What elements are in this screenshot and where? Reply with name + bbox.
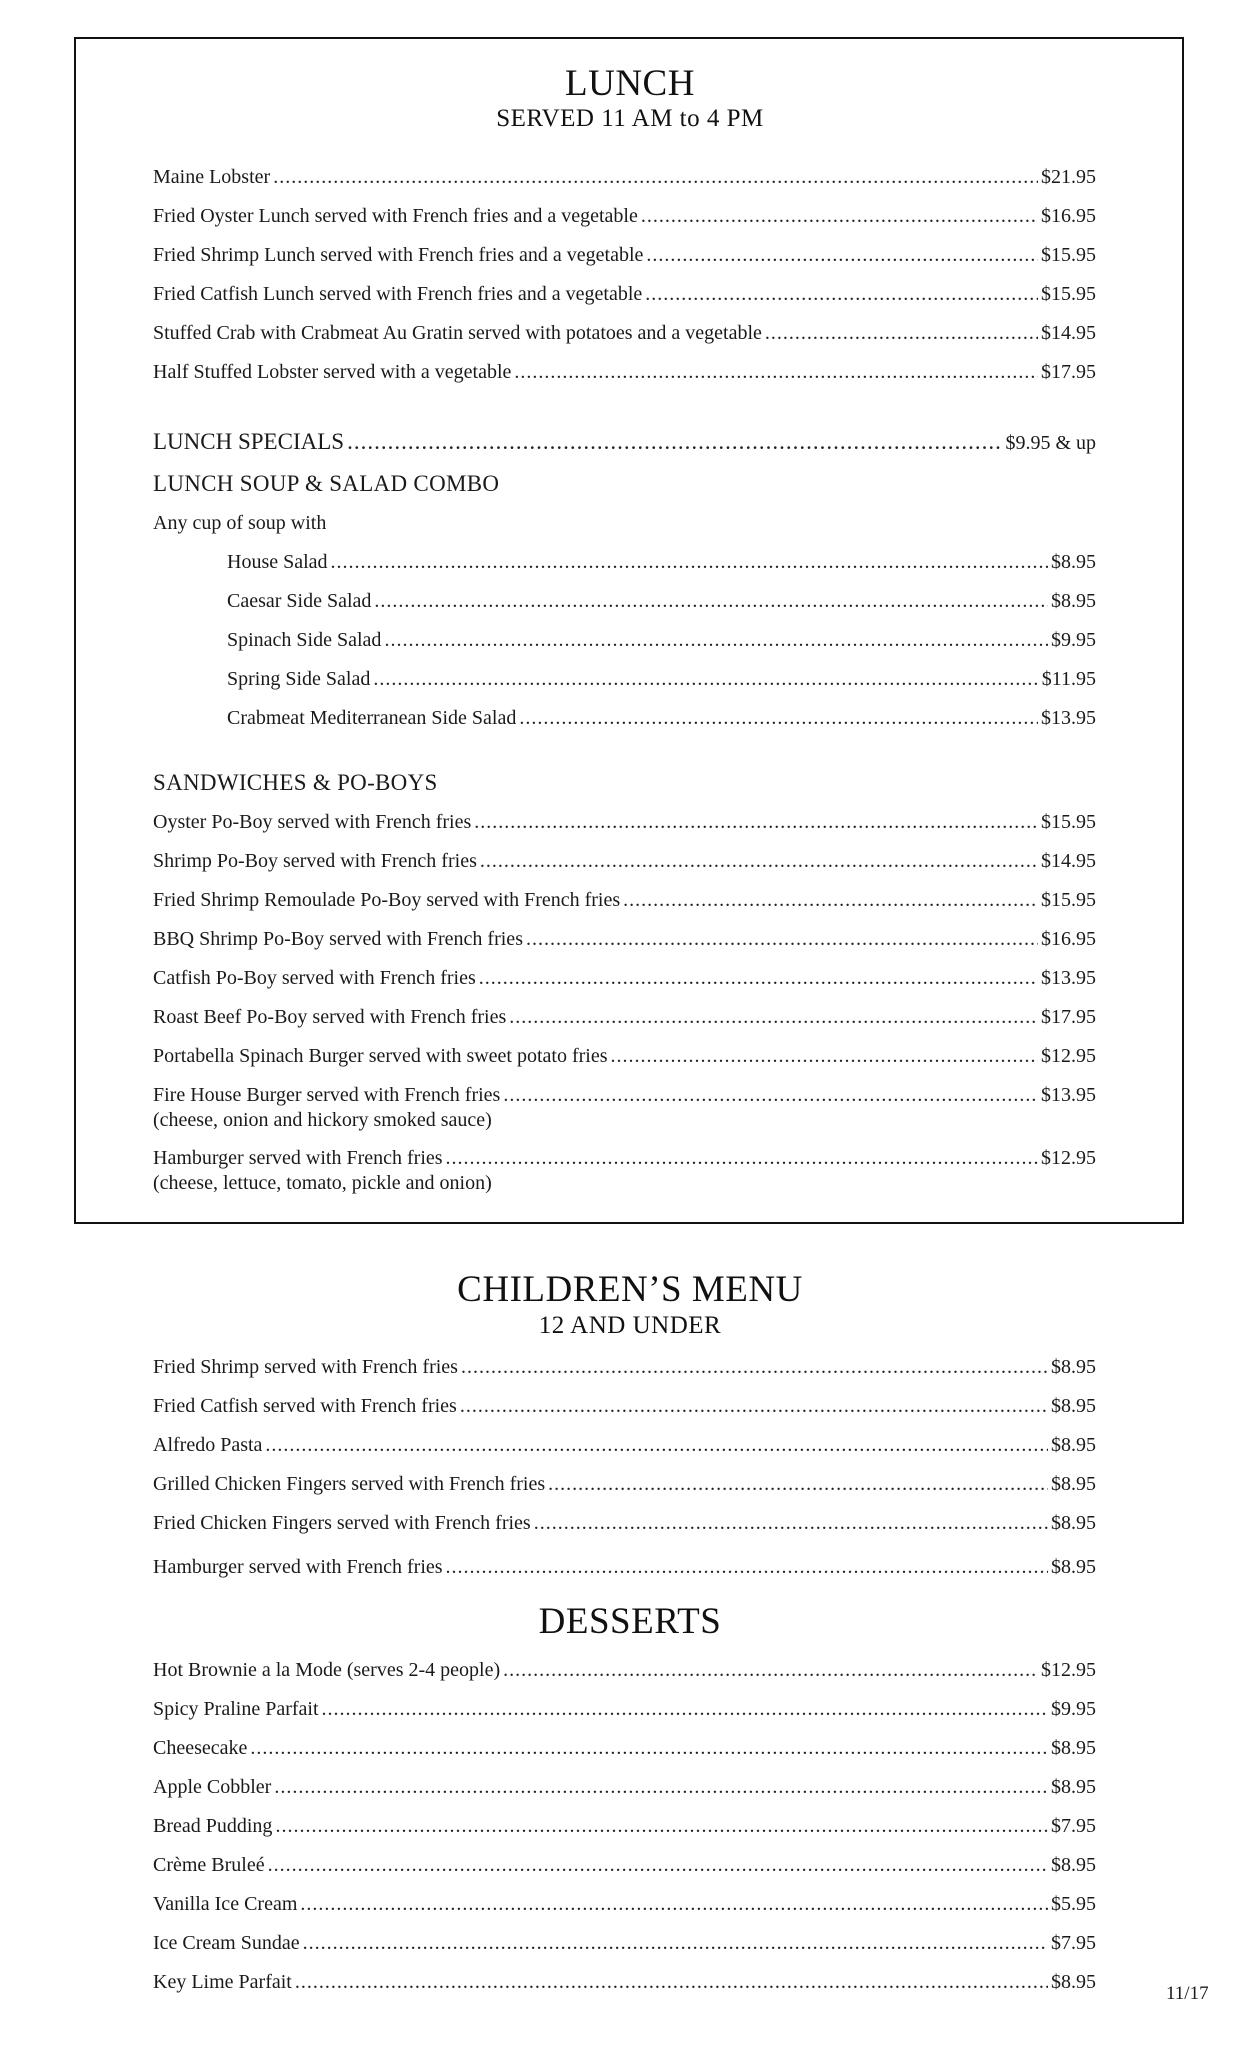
item-name: Grilled Chicken Fingers served with French fries [153, 1473, 546, 1495]
item-name: Fried Shrimp Remoulade Po-Boy served with French fries [153, 889, 621, 911]
children-item [153, 1555, 1096, 1579]
dot-leader [509, 1005, 1038, 1029]
item-name: BBQ Shrimp Po-Boy served with French fries [153, 928, 523, 950]
item-price: $8.95 [1051, 1512, 1096, 1534]
item-name: House Salad [227, 551, 328, 573]
dot-leader [331, 550, 1048, 574]
item-price: $5.95 [1051, 1893, 1096, 1915]
sandwich-item [153, 927, 1096, 951]
item-name: Spicy Praline Parfait [153, 1698, 319, 1720]
sandwich-item [153, 849, 1096, 873]
item-name: Fried Shrimp served with French fries [153, 1356, 458, 1378]
menu-item [153, 360, 1096, 384]
dot-leader [461, 1355, 1048, 1379]
lunch-specials-row [153, 428, 1096, 457]
item-price: $8.95 [1051, 1776, 1096, 1798]
salad-item [227, 667, 1096, 691]
item-name: Catfish Po-Boy served with French fries [153, 967, 476, 989]
dot-leader [274, 1775, 1048, 1799]
item-price: $12.95 [1041, 1147, 1096, 1169]
dot-leader [765, 321, 1038, 345]
dot-leader [275, 1814, 1048, 1838]
item-name: Hot Brownie a la Mode (serves 2-4 people) [153, 1659, 501, 1681]
item-price: $8.95 [1051, 1395, 1096, 1417]
dot-leader [300, 1892, 1048, 1916]
menu-item [153, 321, 1096, 345]
item-name: Half Stuffed Lobster served with a vegetable [153, 361, 512, 383]
item-name: Fire House Burger served with French fries [153, 1084, 501, 1106]
item-name: Fried Chicken Fingers served with French fries [153, 1512, 531, 1534]
dot-leader [384, 628, 1048, 652]
item-name: Fried Catfish served with French fries [153, 1395, 457, 1417]
sandwich-item [153, 888, 1096, 912]
item-name: Hamburger served with French fries [153, 1147, 443, 1169]
sandwich-item [153, 1005, 1096, 1029]
sandwich-item [153, 1044, 1096, 1068]
item-name: Roast Beef Po-Boy served with French fries [153, 1006, 507, 1028]
dessert-item [153, 1814, 1096, 1838]
dot-leader [534, 1511, 1048, 1535]
item-price: $8.95 [1051, 1556, 1096, 1578]
menu-item [153, 282, 1096, 306]
item-price: $16.95 [1041, 928, 1096, 950]
item-price: $8.95 [1051, 1854, 1096, 1876]
lunch-subtitle: SERVED 11 AM to 4 PM [496, 105, 764, 132]
dessert-item [153, 1931, 1096, 1955]
item-price: $13.95 [1041, 967, 1096, 989]
dot-leader [479, 966, 1038, 990]
dot-leader [503, 1083, 1038, 1107]
item-name: Caesar Side Salad [227, 590, 372, 612]
item-note: (cheese, lettuce, tomato, pickle and onion) [153, 1172, 492, 1194]
sandwich-item [153, 1146, 1096, 1170]
dot-leader [265, 1433, 1048, 1457]
children-title: CHILDREN’S MENU [457, 1269, 803, 1310]
dessert-item [153, 1775, 1096, 1799]
dot-leader [514, 360, 1038, 384]
specials-name: LUNCH SPECIALS [153, 429, 345, 454]
dessert-item [153, 1853, 1096, 1877]
dot-leader [460, 1394, 1048, 1418]
item-price: $15.95 [1041, 811, 1096, 833]
children-item [153, 1433, 1096, 1457]
dot-leader [641, 204, 1038, 228]
dessert-item [153, 1697, 1096, 1721]
specials-price: $9.95 & up [1005, 432, 1096, 454]
item-name: Oyster Po-Boy served with French fries [153, 811, 472, 833]
dessert-item [153, 1970, 1096, 1994]
item-name: Spring Side Salad [227, 668, 371, 690]
dot-leader [446, 1555, 1048, 1579]
dot-leader [373, 667, 1038, 691]
menu-item [153, 243, 1096, 267]
salad-item [227, 628, 1096, 652]
item-name: Ice Cream Sundae [153, 1932, 300, 1954]
item-name: Hamburger served with French fries [153, 1556, 443, 1578]
item-note: (cheese, onion and hickory smoked sauce) [153, 1109, 492, 1131]
dot-leader [347, 428, 1002, 456]
item-name: Cheesecake [153, 1737, 248, 1759]
item-price: $13.95 [1041, 707, 1096, 729]
dot-leader [250, 1736, 1048, 1760]
item-name: Stuffed Crab with Crabmeat Au Gratin served with potatoes and a vegetable [153, 322, 762, 344]
item-price: $12.95 [1041, 1659, 1096, 1681]
item-price: $11.95 [1041, 668, 1096, 690]
lunch-title: LUNCH [565, 63, 695, 104]
salad-item [227, 589, 1096, 613]
dot-leader [611, 1044, 1038, 1068]
item-name: Alfredo Pasta [153, 1434, 263, 1456]
item-price: $15.95 [1041, 244, 1096, 266]
item-price: $14.95 [1041, 322, 1096, 344]
dot-leader [268, 1853, 1048, 1877]
item-price: $14.95 [1041, 850, 1096, 872]
item-price: $8.95 [1051, 590, 1096, 612]
item-name: Shrimp Po-Boy served with French fries [153, 850, 477, 872]
dessert-item [153, 1892, 1096, 1916]
dessert-item [153, 1736, 1096, 1760]
dot-leader [519, 706, 1038, 730]
dot-leader [322, 1697, 1048, 1721]
item-name: Portabella Spinach Burger served with sweet potato fries [153, 1045, 608, 1067]
salad-item [227, 550, 1096, 574]
item-price: $12.95 [1041, 1045, 1096, 1067]
dot-leader [480, 849, 1038, 873]
item-price: $21.95 [1041, 166, 1096, 188]
children-item [153, 1511, 1096, 1535]
item-name: Maine Lobster [153, 166, 271, 188]
sandwich-item [153, 810, 1096, 834]
menu-item [153, 165, 1096, 189]
children-item [153, 1394, 1096, 1418]
dot-leader [273, 165, 1038, 189]
menu-item [153, 204, 1096, 228]
item-price: $8.95 [1051, 1971, 1096, 1993]
item-name: Spinach Side Salad [227, 629, 382, 651]
page-code: 11/17 [1166, 1983, 1209, 2004]
dot-leader [474, 810, 1038, 834]
dot-leader [646, 243, 1038, 267]
item-price: $8.95 [1051, 1434, 1096, 1456]
sandwiches-title: SANDWICHES & PO-BOYS [153, 770, 438, 795]
dot-leader [446, 1146, 1038, 1170]
item-price: $8.95 [1051, 551, 1096, 573]
item-price: $15.95 [1041, 283, 1096, 305]
item-price: $9.95 [1051, 1698, 1096, 1720]
dot-leader [503, 1658, 1038, 1682]
item-name: Fried Catfish Lunch served with French fries and a vegetable [153, 283, 643, 305]
item-name: Fried Shrimp Lunch served with French fries and a vegetable [153, 244, 644, 266]
dot-leader [623, 888, 1038, 912]
combo-title: LUNCH SOUP & SALAD COMBO [153, 471, 500, 496]
dot-leader [526, 927, 1038, 951]
children-subtitle: 12 AND UNDER [538, 1312, 722, 1339]
desserts-title: DESSERTS [538, 1601, 722, 1642]
item-name: Crabmeat Mediterranean Side Salad [227, 707, 517, 729]
combo-intro: Any cup of soup with [153, 512, 327, 534]
item-name: Bread Pudding [153, 1815, 273, 1837]
dot-leader [374, 589, 1048, 613]
item-name: Fried Oyster Lunch served with French fries and a vegetable [153, 205, 638, 227]
salad-item [227, 706, 1096, 730]
sandwich-item [153, 1083, 1096, 1107]
dot-leader [548, 1472, 1048, 1496]
dot-leader [295, 1970, 1048, 1994]
item-price: $7.95 [1051, 1932, 1096, 1954]
item-price: $15.95 [1041, 889, 1096, 911]
dot-leader [645, 282, 1038, 306]
item-price: $8.95 [1051, 1356, 1096, 1378]
sandwich-item [153, 966, 1096, 990]
item-price: $16.95 [1041, 205, 1096, 227]
item-price: $8.95 [1051, 1737, 1096, 1759]
dessert-item [153, 1658, 1096, 1682]
children-item [153, 1472, 1096, 1496]
item-name: Apple Cobbler [153, 1776, 272, 1798]
item-price: $13.95 [1041, 1084, 1096, 1106]
children-item [153, 1355, 1096, 1379]
item-name: Key Lime Parfait [153, 1971, 292, 1993]
item-name: Crème Bruleé [153, 1854, 265, 1876]
item-price: $8.95 [1051, 1473, 1096, 1495]
item-price: $17.95 [1041, 361, 1096, 383]
item-price: $9.95 [1051, 629, 1096, 651]
item-price: $7.95 [1051, 1815, 1096, 1837]
dot-leader [303, 1931, 1048, 1955]
item-price: $17.95 [1041, 1006, 1096, 1028]
item-name: Vanilla Ice Cream [153, 1893, 298, 1915]
